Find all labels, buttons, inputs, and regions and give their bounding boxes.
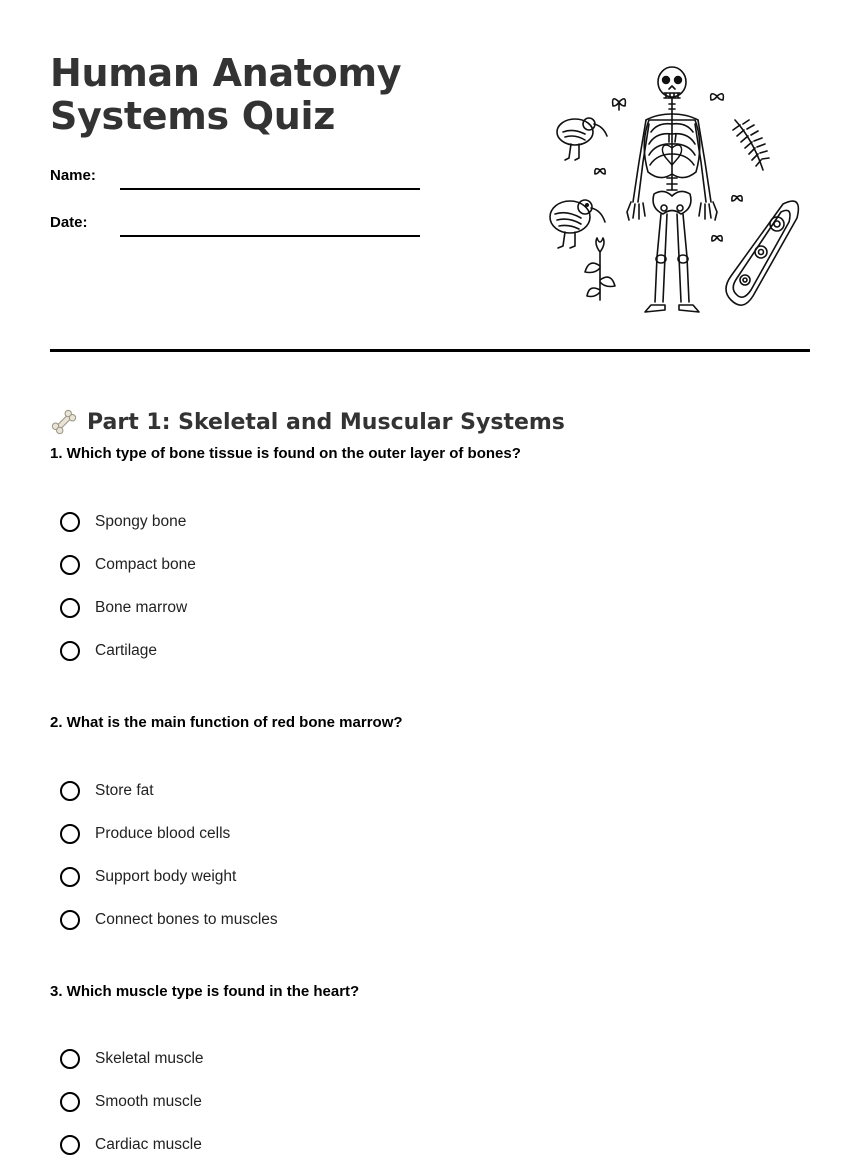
option-q1-cartilage[interactable] xyxy=(60,638,157,664)
option-label: Support body weight xyxy=(95,868,237,885)
option-label: Store fat xyxy=(95,782,154,799)
flower-icon xyxy=(585,238,615,300)
option-q3-skeletal-muscle[interactable] xyxy=(60,1046,204,1072)
radio-button[interactable] xyxy=(60,598,80,618)
option-q2-support-body-weight[interactable] xyxy=(60,864,236,890)
quiz-page xyxy=(50,0,810,1161)
option-q1-spongy-bone[interactable] xyxy=(60,509,186,535)
option-q3-smooth-muscle[interactable] xyxy=(60,1089,202,1115)
option-label: Produce blood cells xyxy=(95,825,231,842)
header-divider xyxy=(50,349,810,352)
radio-button[interactable] xyxy=(60,1135,80,1155)
title-line-1: Human Anatomy xyxy=(50,51,402,95)
radio-button[interactable] xyxy=(60,641,80,661)
option-q2-connect-bones[interactable] xyxy=(60,907,278,933)
question-3: 3. Which muscle type is found in the heart? xyxy=(50,983,360,1000)
question-1: 1. Which type of bone tissue is found on the outer layer of bones? xyxy=(50,445,521,462)
option-label: Compact bone xyxy=(95,556,196,573)
option-label: Smooth muscle xyxy=(95,1093,202,1110)
radio-button[interactable] xyxy=(60,910,80,930)
option-label: Bone marrow xyxy=(95,599,188,616)
option-label: Spongy bone xyxy=(95,513,187,530)
option-label: Connect bones to muscles xyxy=(95,911,278,928)
section-heading-text: Part 1: Skeletal and Muscular Systems xyxy=(87,409,565,435)
butterfly-icon xyxy=(595,94,742,241)
page-title xyxy=(50,52,470,138)
name-field-row xyxy=(50,160,420,190)
option-label: Cardiac muscle xyxy=(95,1136,202,1153)
radio-button[interactable] xyxy=(60,1092,80,1112)
option-label: Cartilage xyxy=(95,642,158,659)
date-label: Date: xyxy=(50,214,88,231)
radio-button[interactable] xyxy=(60,867,80,887)
option-q2-store-fat[interactable] xyxy=(60,778,154,804)
question-2: 2. What is the main function of red bone marrow? xyxy=(50,714,403,731)
section-heading-part-1 xyxy=(50,406,565,438)
option-label: Skeletal muscle xyxy=(95,1050,204,1067)
radio-button[interactable] xyxy=(60,1049,80,1069)
date-field-row xyxy=(50,207,420,237)
name-label: Name: xyxy=(50,167,96,184)
anatomy-illustration xyxy=(545,62,810,322)
date-field[interactable] xyxy=(120,235,420,237)
skeleton-icon xyxy=(627,67,717,312)
koru-pounamu-icon xyxy=(726,201,798,305)
option-q2-produce-blood-cells[interactable] xyxy=(60,821,230,847)
option-q1-compact-bone[interactable] xyxy=(60,552,196,578)
bone-icon xyxy=(50,408,78,436)
fern-icon xyxy=(733,120,769,170)
radio-button[interactable] xyxy=(60,781,80,801)
name-field[interactable] xyxy=(120,188,420,190)
kiwi-bird-icon xyxy=(557,118,607,160)
radio-button[interactable] xyxy=(60,824,80,844)
radio-button[interactable] xyxy=(60,512,80,532)
title-line-2: Systems Quiz xyxy=(50,94,336,138)
option-q3-cardiac-muscle[interactable] xyxy=(60,1132,202,1158)
radio-button[interactable] xyxy=(60,555,80,575)
option-q1-bone-marrow[interactable] xyxy=(60,595,187,621)
